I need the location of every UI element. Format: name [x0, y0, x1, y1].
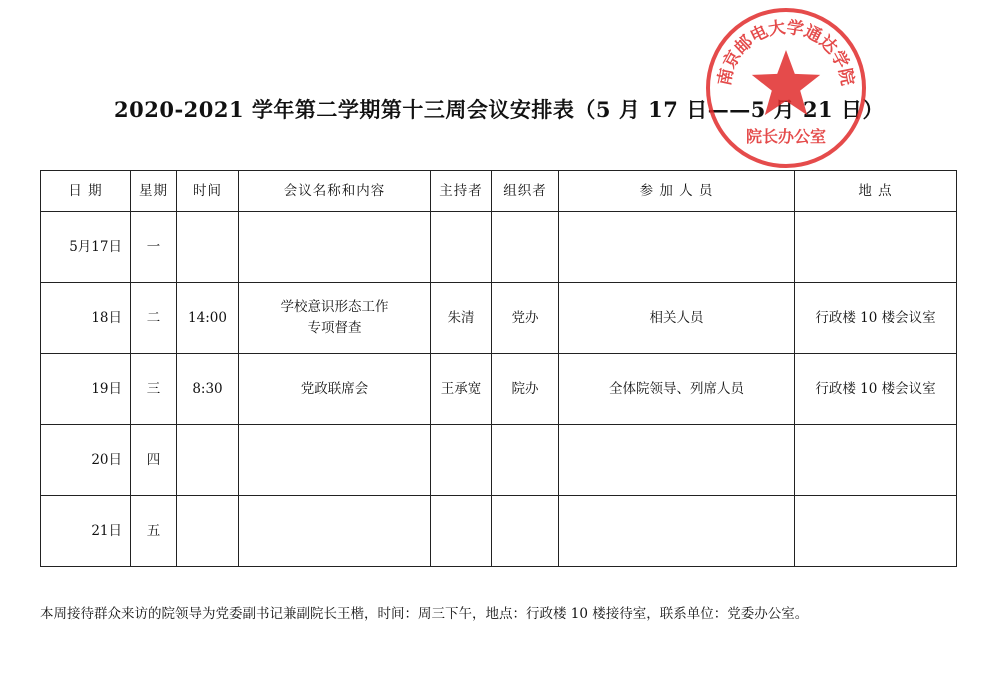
- row-weekday: 三: [131, 354, 177, 425]
- row-time: [177, 425, 239, 496]
- row-date: 19日: [41, 354, 131, 425]
- table-row: [41, 283, 957, 354]
- reception-note: 本周接待群众来访的院领导为党委副书记兼副院长王楷，时间：周三下午，地点：行政楼 10 楼接待室，联系单位：党委办公室。: [40, 606, 809, 622]
- row-participants: [559, 425, 795, 496]
- header-organizer: 组织者: [492, 171, 559, 212]
- table-row: [41, 496, 957, 567]
- row-host: 朱清: [431, 283, 492, 354]
- header-host: 主持者: [431, 171, 492, 212]
- row-weekday: 五: [131, 496, 177, 567]
- header-time: 时间: [177, 171, 239, 212]
- row-host: [431, 212, 492, 283]
- row-meeting: [239, 283, 431, 354]
- meeting-schedule-table: [40, 170, 957, 567]
- row-location: 行政楼 10 楼会议室: [795, 283, 957, 354]
- row-participants: 相关人员: [559, 283, 795, 354]
- header-meeting: 会议名称和内容: [239, 171, 431, 212]
- row-time: [177, 212, 239, 283]
- row-time: 14:00: [177, 283, 239, 354]
- row-meeting-line2: 专项督查: [307, 320, 362, 336]
- table-row: [41, 212, 957, 283]
- row-participants: 全体院领导、列席人员: [559, 354, 795, 425]
- row-date: 18日: [41, 283, 131, 354]
- row-meeting-line1: 学校意识形态工作: [280, 299, 389, 316]
- row-participants: [559, 212, 795, 283]
- row-weekday: 二: [131, 283, 177, 354]
- row-host: 王承宽: [431, 354, 492, 425]
- row-weekday: 一: [131, 212, 177, 283]
- row-location: 行政楼 10 楼会议室: [795, 354, 957, 425]
- header-weekday: 星期: [131, 171, 177, 212]
- row-time: [177, 496, 239, 567]
- table-row: [41, 354, 957, 425]
- row-meeting: [239, 425, 431, 496]
- table-row: [41, 425, 957, 496]
- row-organizer: [492, 212, 559, 283]
- row-organizer: [492, 425, 559, 496]
- row-location: [795, 212, 957, 283]
- row-host: [431, 425, 492, 496]
- document-title: 2020-2021 学年第二学期第十三周会议安排表（5 月 17 日——5 月 21 日）: [114, 97, 884, 122]
- row-host: [431, 496, 492, 567]
- seal-dept-text: 院长办公室: [745, 127, 827, 146]
- table-header-row: [41, 171, 957, 212]
- row-location: [795, 425, 957, 496]
- official-seal-stamp: [704, 6, 868, 170]
- row-participants: [559, 496, 795, 567]
- header-participants: 参 加 人 员: [559, 171, 795, 212]
- row-meeting: [239, 212, 431, 283]
- row-time: 8:30: [177, 354, 239, 425]
- row-meeting: [239, 354, 431, 425]
- row-date: 21日: [41, 496, 131, 567]
- row-meeting: [239, 496, 431, 567]
- header-location: 地 点: [795, 171, 957, 212]
- row-organizer: 院办: [492, 354, 559, 425]
- row-date: 20日: [41, 425, 131, 496]
- seal-org-textpath: 南京邮电大学通达学院: [714, 17, 858, 88]
- row-meeting-line1: 党政联席会: [300, 380, 369, 397]
- seal-star-icon: [752, 50, 820, 115]
- header-date: 日 期: [41, 171, 131, 212]
- row-organizer: 党办: [492, 283, 559, 354]
- row-organizer: [492, 496, 559, 567]
- row-date: 5月17日: [41, 212, 131, 283]
- row-weekday: 四: [131, 425, 177, 496]
- row-location: [795, 496, 957, 567]
